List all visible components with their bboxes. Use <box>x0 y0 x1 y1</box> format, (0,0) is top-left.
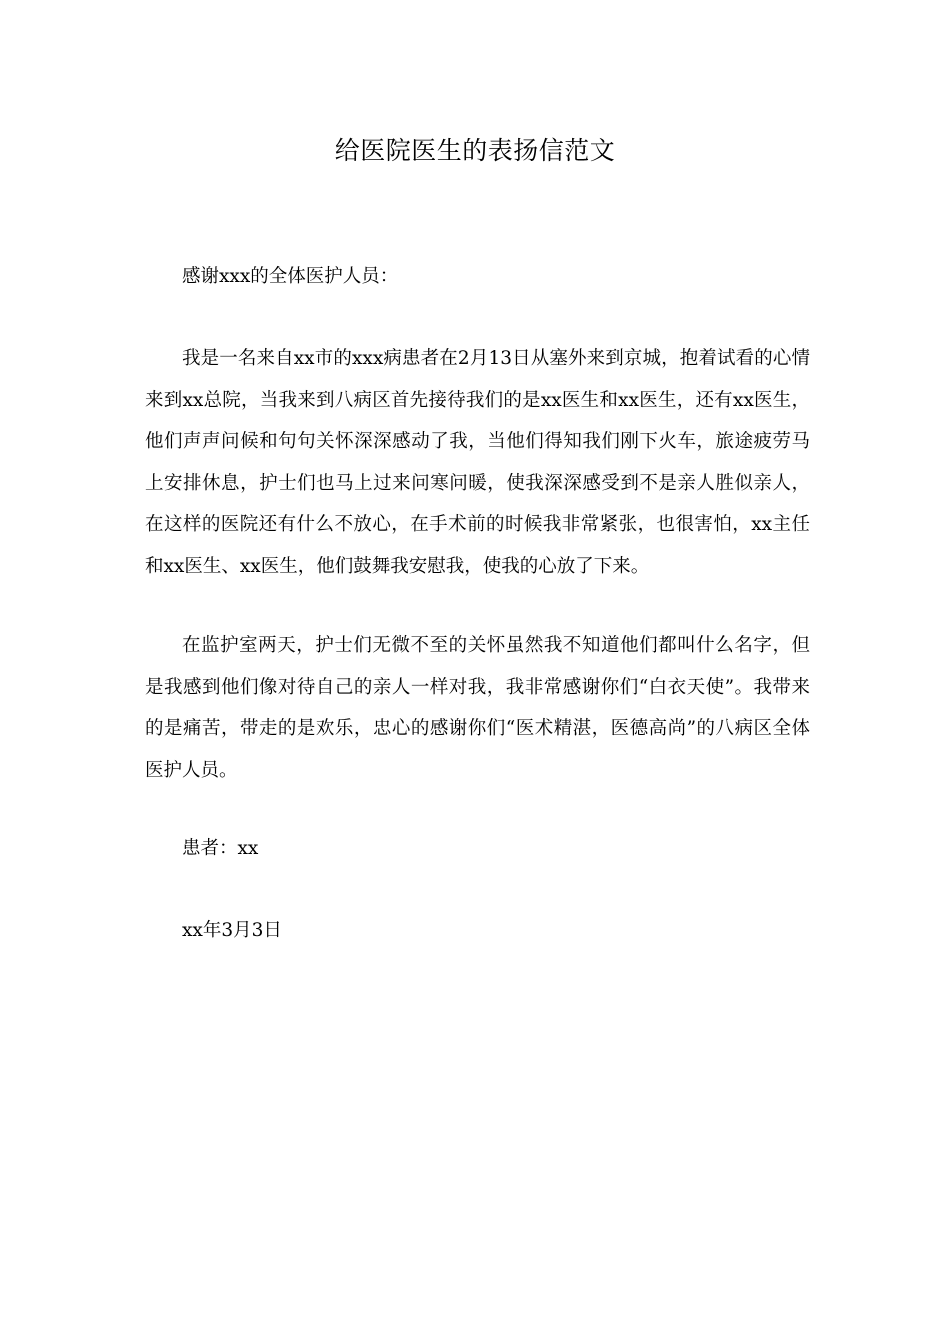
paragraph-text: 在监护室两天，护士们无微不至的关怀虽然我不知道他们都叫什么名字，但是我感到他们像对待自己的亲人一样对我，我非常感谢你们“白衣天使”。我带来的是痛苦，带走的是欢乐，忠心的感谢你们“医术精湛，医德高尚”的八病区全体医护人员。 <box>145 635 810 781</box>
paragraph-text: 我是一名来自xx市的xxx病患者在2月13日从塞外来到京城，抱着试看的心情来到xx总院，当我来到八病区首先接待我们的是xx医生和xx医生，还有xx医生，他们声声问候和句句关怀深深感动了我，当他们得知我们刚下火车，旅途疲劳马上安排休息，护士们也马上过来问寒问暖，使我深深感受到不是亲人胜似亲人，在这样的医院还有什么不放心，在手术前的时候我非常紧张，也很害怕，xx主任和xx医生、xx医生，他们鼓舞我安慰我，使我的心放了下来。 <box>145 348 810 577</box>
document-title: 给医院医生的表扬信范文 <box>334 136 616 165</box>
letter-date <box>145 910 810 952</box>
paragraph-2 <box>145 625 810 791</box>
salutation <box>145 256 810 298</box>
paragraph-1 <box>145 338 810 587</box>
salutation-text: 感谢xxx的全体医护人员： <box>182 266 399 287</box>
signature-text: 患者：xx <box>182 838 259 859</box>
date-text: xx年3月3日 <box>182 920 282 941</box>
signature <box>145 828 810 870</box>
